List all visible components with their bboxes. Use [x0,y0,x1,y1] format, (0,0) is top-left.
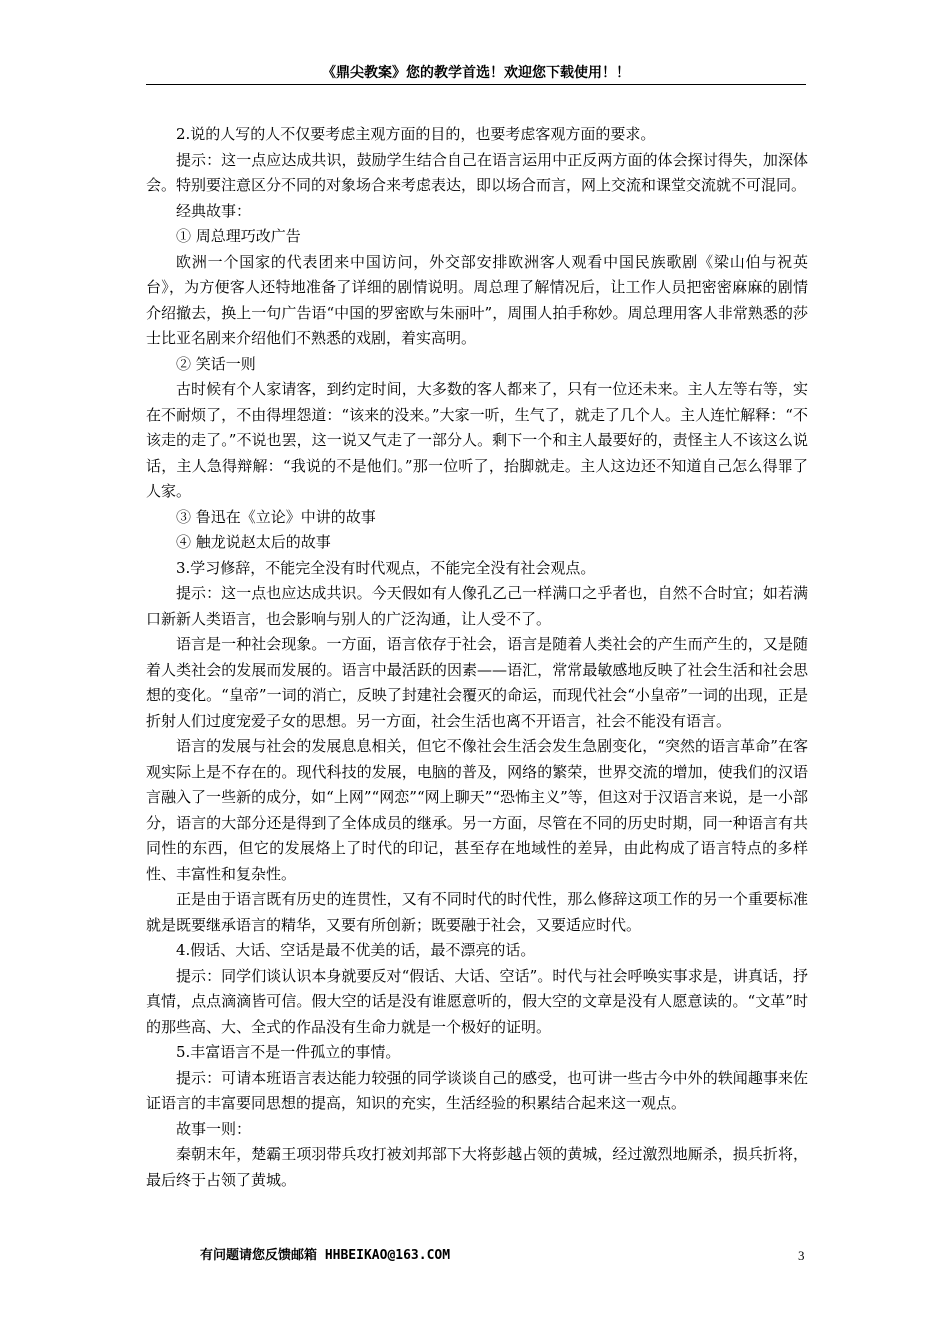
page-number: 3 [798,1248,805,1263]
paragraph: 3.学习修辞，不能完全没有时代观点，不能完全没有社会观点。 [176,558,596,577]
paragraph: 语言是一种社会现象。一方面，语言依存于社会，语言是随着人类社会的产生而产生的，又是随着人类社会的发展而发展的。语言中最活跃的因素——语汇，常常最敏感地反映了社会生活和社会思想的变化。“皇帝”一词的消亡，反映了封建社会覆灭的命运，而现代社会“小皇帝”一词的出现，正是折射人们过度宠爱子女的思想。另一方面，社会生活也离不开语言，社会不能没有语言。 [146,635,808,730]
paragraph: 经典故事： [176,201,252,220]
header-rule [146,84,806,85]
paragraph: 4.假话、大话、空话是最不优美的话，最不漂亮的话。 [176,941,536,959]
paragraph: ② 笑话一则 [176,354,256,373]
paragraph: ① 周总理巧改广告 [176,227,301,245]
paragraph: 提示：这一点应达成共识，鼓励学生结合自己在语言运用中正反两方面的体会探讨得失，加深体会。特别要注意区分不同的对象场合来考虑表达，即以场合而言，网上交流和课堂交流就不可混同。 [146,150,808,194]
paragraph: 古时候有个人家请客，到约定时间，大多数的客人都来了，只有一位还未来。主人左等右等，实在不耐烦了，不由得埋怨道：“该来的没来。”大家一听，生气了，就走了几个人。主人连忙解释：“不该走的走了。”不说也罢，这一说又气走了一部分人。剩下一个和主人最要好的，责怪主人不该这么说话，主人急得辩解：“我说的不是他们。”那一位听了，抬脚就走。主人这边还不知道自己怎么得罪了人家。 [146,380,808,500]
paragraph: 提示：这一点也应达成共识。今天假如有人像孔乙己一样满口之乎者也，自然不合时宜；如若满口新新人类语言，也会影响与别人的广泛沟通，让人受不了。 [146,584,808,628]
paragraph: 故事一则： [176,1119,252,1138]
paragraph: 提示：同学们谈认识本身就要反对“假话、大话、空话”。时代与社会呼唤实事求是，讲真话，抒真情，点点滴滴皆可信。假大空的话是没有谁愿意听的，假大空的文章是没有人愿意读的。“文革”时的那些高、大、全式的作品没有生命力就是一个极好的证明。 [146,966,808,1036]
paragraph: 欧洲一个国家的代表团来中国访问，外交部安排欧洲客人观看中国民族歌剧《梁山伯与祝英台》，为方便客人还特地准备了详细的剧情说明。周总理了解情况后，让工作人员把密密麻麻的剧情介绍撤去，换上一句广告语“中国的罗密欧与朱丽叶”，周围人拍手称妙。周总理用客人非常熟悉的莎士比亚名剧来介绍他们不熟悉的戏剧，着实高明。 [146,252,808,347]
paragraph: 5.丰富语言不是一件孤立的事情。 [176,1043,401,1061]
paragraph: ④ 触龙说赵太后的故事 [176,533,331,551]
paragraph: 语言的发展与社会的发展息息相关，但它不像社会生活会发生急剧变化，“突然的语言革命”在客观实际上是不存在的。现代科技的发展，电脑的普及，网络的繁荣，世界交流的增加，使我们的汉语言融入了一些新的成分，如“上网”“网恋”“网上聊天”“恐怖主义”等，但这对于汉语言来说，是一小部分，语言的大部分还是得到了全体成员的继承。另一方面，尽管在不同的历史时期，同一种语言有共同性的东西，但它的发展烙上了时代的印记，甚至存在地域性的差异，由此构成了语言特点的多样性、丰富性和复杂性。 [146,737,808,883]
paragraph: 2.说的人写的人不仅要考虑主观方面的目的，也要考虑客观方面的要求。 [176,125,656,143]
document-body [146,122,808,1193]
footer-contact: 有问题请您反馈邮箱 HHBEIKAO@163.COM [200,1248,451,1263]
page-header: 《鼎尖教案》您的教学首选！欢迎您下载使用！！ [322,65,630,81]
paragraph: 秦朝末年，楚霸王项羽带兵攻打被刘邦部下大将彭越占领的黄城，经过激烈地厮杀，损兵折将，最后终于占领了黄城。 [146,1145,808,1189]
paragraph: ③ 鲁迅在《立论》中讲的故事 [176,507,376,526]
paragraph: 提示：可请本班语言表达能力较强的同学谈谈自己的感受，也可讲一些古今中外的轶闻趣事来佐证语言的丰富要同思想的提高，知识的充实，生活经验的积累结合起来这一观点。 [146,1068,808,1112]
paragraph: 正是由于语言既有历史的连贯性，又有不同时代的时代性，那么修辞这项工作的另一个重要标准就是既要继承语言的精华，又要有所创新；既要融于社会，又要适应时代。 [146,890,808,934]
